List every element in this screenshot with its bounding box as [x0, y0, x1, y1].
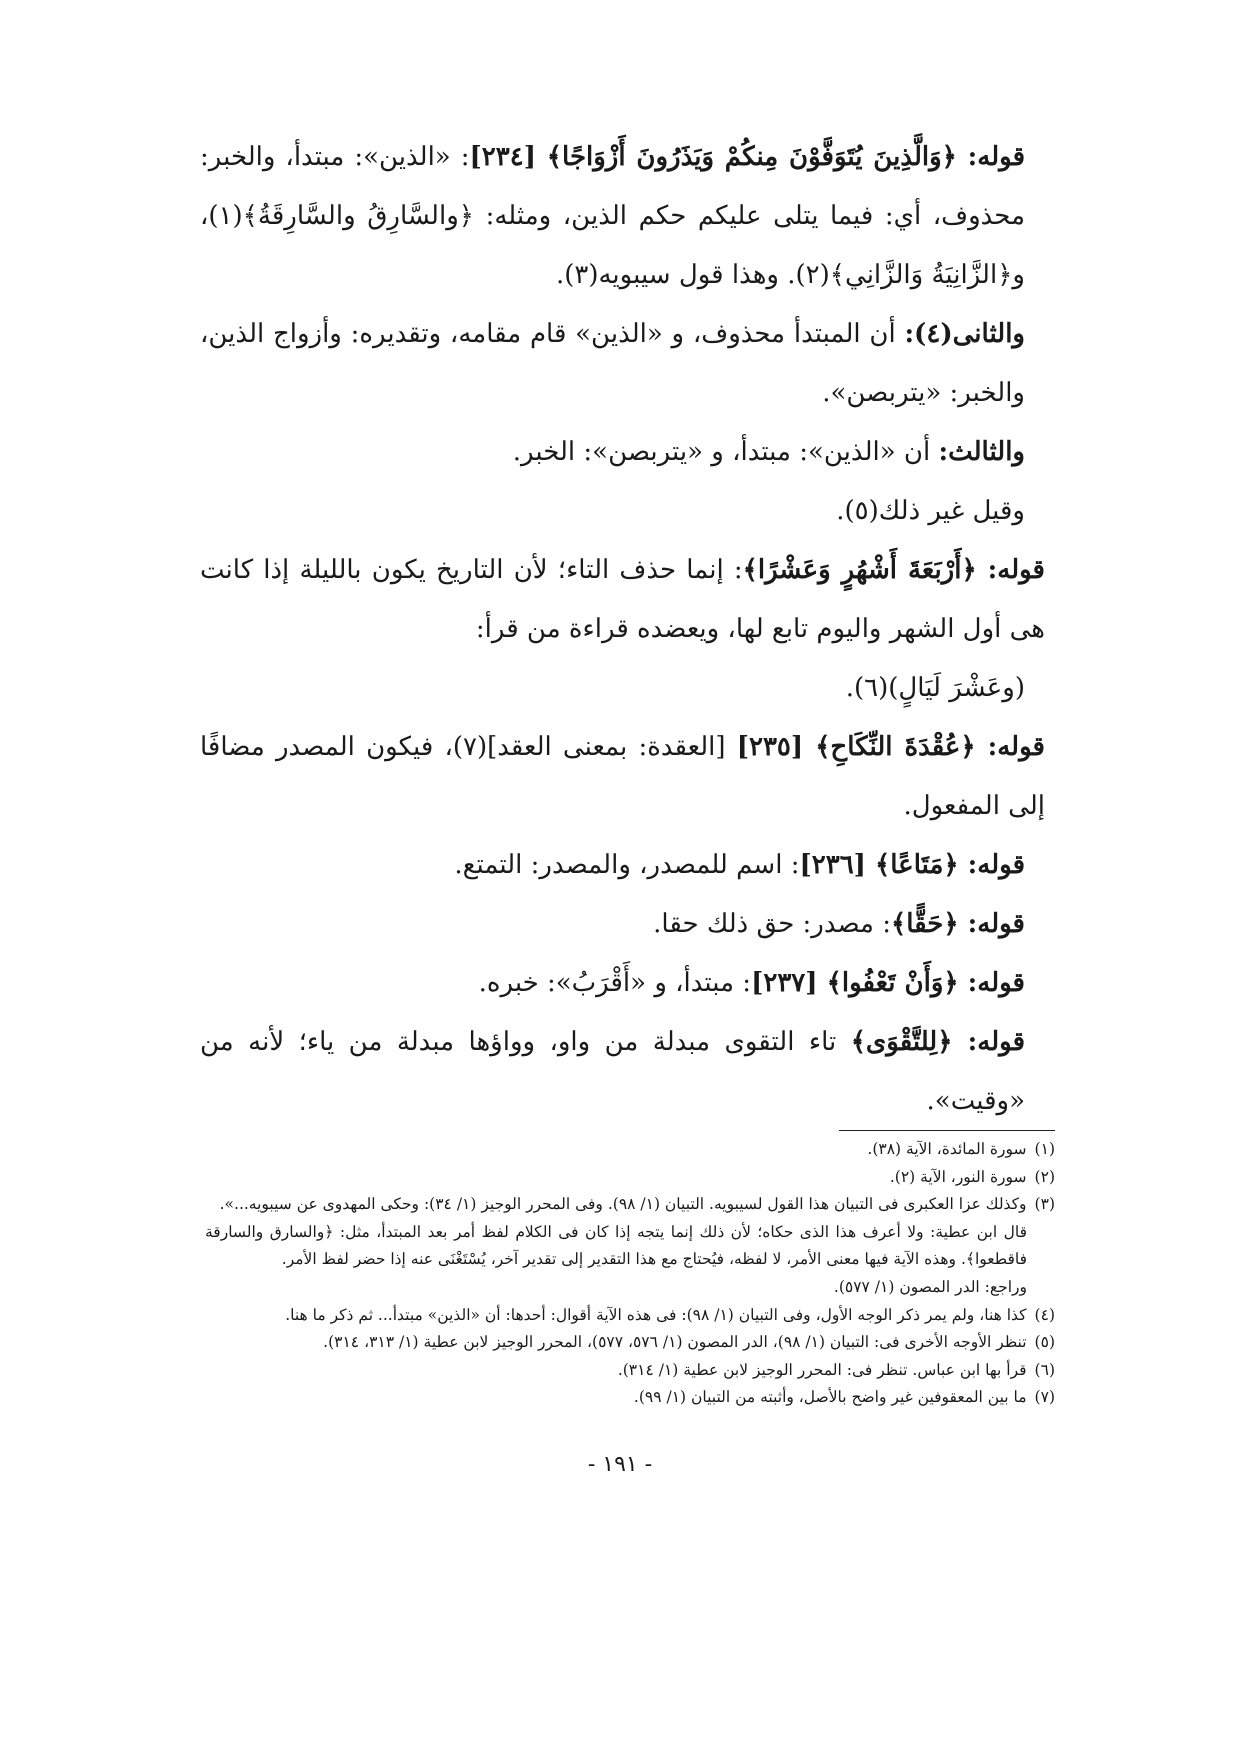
footnote-7: [205, 1384, 1055, 1412]
paragraph-lead: قوله: ﴿أَرْبَعَةَ أَشْهُرٍ وَعَشْرًا﴾: [742, 555, 1045, 585]
paragraph-lead: قوله: ﴿وَالَّذِينَ يُتَوَفَّوْنَ مِنكُمْ وَيَذَرُونَ أَزْوَاجًا﴾ [٢٣٤]: [469, 142, 1025, 172]
footnote-2: [205, 1164, 1055, 1192]
paragraph-lead: قوله: ﴿حَقًّا﴾: [891, 909, 1025, 939]
paragraph-3: [200, 423, 1055, 482]
paragraph-lead: قوله: ﴿عُقْدَةَ النِّكَاحِ﴾ [٢٣٥]: [736, 732, 1045, 762]
footnote-text: سورة النور، الآية (٢).: [889, 1167, 1027, 1186]
footnote-text: قرأ بها ابن عباس. تنظر فى: المحرر الوجيز لابن عطية (١/ ٣١٤).: [617, 1360, 1027, 1379]
footnote-3: [205, 1191, 1055, 1219]
paragraph-8: [200, 836, 1055, 895]
paragraph-5: [200, 541, 1055, 659]
paragraph-body: تاء التقوى مبدلة من واو، وواؤها مبدلة من ياء؛ لأنه من «وقيت».: [200, 1027, 1025, 1116]
paragraph-7: [200, 718, 1055, 836]
paragraph-11: [200, 1013, 1055, 1131]
footnote-5: [205, 1329, 1055, 1357]
footnote-text: وكذلك عزا العكبرى فى التبيان هذا القول لسيبويه. التبيان (١/ ٩٨). وفى المحرر الوجيز (١/ ٣٤): وحكى المهدوى عن سيبويه...».: [219, 1195, 1027, 1214]
footnote-separator: [839, 1130, 1055, 1131]
paragraph-10: [200, 954, 1055, 1013]
footnote-number: (٧): [1034, 1388, 1055, 1407]
footnote-number: (١): [1034, 1140, 1055, 1158]
paragraph-body: [العقدة: بمعنى العقد](٧)، فيكون المصدر مضافًا إلى المفعول.: [200, 732, 1045, 821]
paragraph-lead: قوله: ﴿مَتَاعًا﴾ [٢٣٦]: [799, 850, 1025, 880]
main-text: [200, 128, 1055, 1131]
footnotes: [205, 1136, 1055, 1412]
paragraph-lead: قوله: ﴿وَأَنْ تَعْفُوا﴾ [٢٣٧]: [751, 968, 1025, 998]
footnote-number: (٣): [1034, 1195, 1055, 1214]
paragraph-4: وقيل غير ذلك(٥).: [836, 496, 1025, 526]
footnote-text: كذا هنا، ولم يمر ذكر الوجه الأول، وفى التبيان (١/ ٩٨): فى هذه الآية أقوال: أحدها: أن «الذين» مبتدأ... ثم ذكر ما هنا.: [285, 1305, 1027, 1324]
paragraph-lead: والثالث:: [938, 437, 1025, 467]
footnote-text: ما بين المعقوفين غير واضح بالأصل، وأثبته من التبيان (١/ ٩٩).: [633, 1388, 1027, 1407]
paragraph-body: : مبتدأ، و «أَقْرَبُ»: خبره.: [478, 968, 752, 998]
paragraph-body: : إنما حذف التاء؛ لأن التاريخ يكون بالليلة إذا كانت هى أول الشهر واليوم تابع لها، ويعضده قراءة من قرأ:: [200, 555, 1045, 644]
footnote-number: (٢): [1034, 1167, 1055, 1186]
footnote-6: [205, 1357, 1055, 1385]
paragraph-body: : اسم للمصدر، والمصدر: التمتع.: [454, 850, 800, 880]
footnote-1: [205, 1136, 1055, 1164]
footnote-3-continuation: قال ابن عطية: ولا أعرف هذا الذى حكاه؛ لأن ذلك إنما يتجه إذا كان فى الكلام لفظ أمر بعد المبتدأ، مثل: ﴿والسارق والسارقة فاقطعوا﴾. وهذه الآية فيها معنى الأمر، لا لفظه، فيُحتاج مع هذا التقدير إلى تقدير آخر، يُسْتَغْنَى عنه إذا حضر لفظ الأمر.: [205, 1222, 1027, 1269]
footnote-number: (٤): [1034, 1305, 1055, 1324]
footnote-text: سورة المائدة، الآية (٣٨).: [867, 1140, 1027, 1158]
paragraph-body: أن المبتدأ محذوف، و «الذين» قام مقامه، وتقديره: وأزواج الذين، والخبر: «يتربصن».: [200, 319, 1025, 408]
page-number: - ١٩١ -: [587, 1452, 653, 1477]
paragraph-2: [200, 305, 1055, 423]
footnote-text: تنظر الأوجه الأخرى فى: التبيان (١/ ٩٨)، الدر المصون (١/ ٥٧٦، ٥٧٧)، المحرر الوجيز لابن عطية (١/ ٣١٣، ٣١٤).: [323, 1333, 1027, 1352]
paragraph-lead: قوله: ﴿لِلتَّقْوَى﴾: [850, 1027, 1026, 1057]
footnote-number: (٥): [1034, 1333, 1055, 1352]
footnote-4: [205, 1302, 1055, 1330]
paragraph-body: : «الذين»: مبتدأ، والخبر: محذوف، أي: فيما يتلى عليكم حكم الذين، ومثله: ﴿والسَّارِقُ والسَّارِقَةُ﴾(١)، و﴿الزَّانِيَةُ وَالزَّانِي﴾(٢). وهذا قول سيبويه(٣).: [200, 142, 1025, 290]
footnote-number: (٦): [1034, 1360, 1055, 1379]
paragraph-body: أن «الذين»: مبتدأ، و «يتربصن»: الخبر.: [512, 437, 939, 467]
paragraph-6: (وعَشْرَ لَيَالٍ)(٦).: [845, 673, 1025, 703]
footnote-3-reference: وراجع: الدر المصون (١/ ٥٧٧).: [833, 1277, 1027, 1296]
paragraph-1: [200, 128, 1055, 305]
paragraph-body: : مصدر: حق ذلك حقا.: [653, 909, 891, 939]
paragraph-lead: والثانى(٤):: [904, 319, 1025, 349]
paragraph-9: [200, 895, 1055, 954]
